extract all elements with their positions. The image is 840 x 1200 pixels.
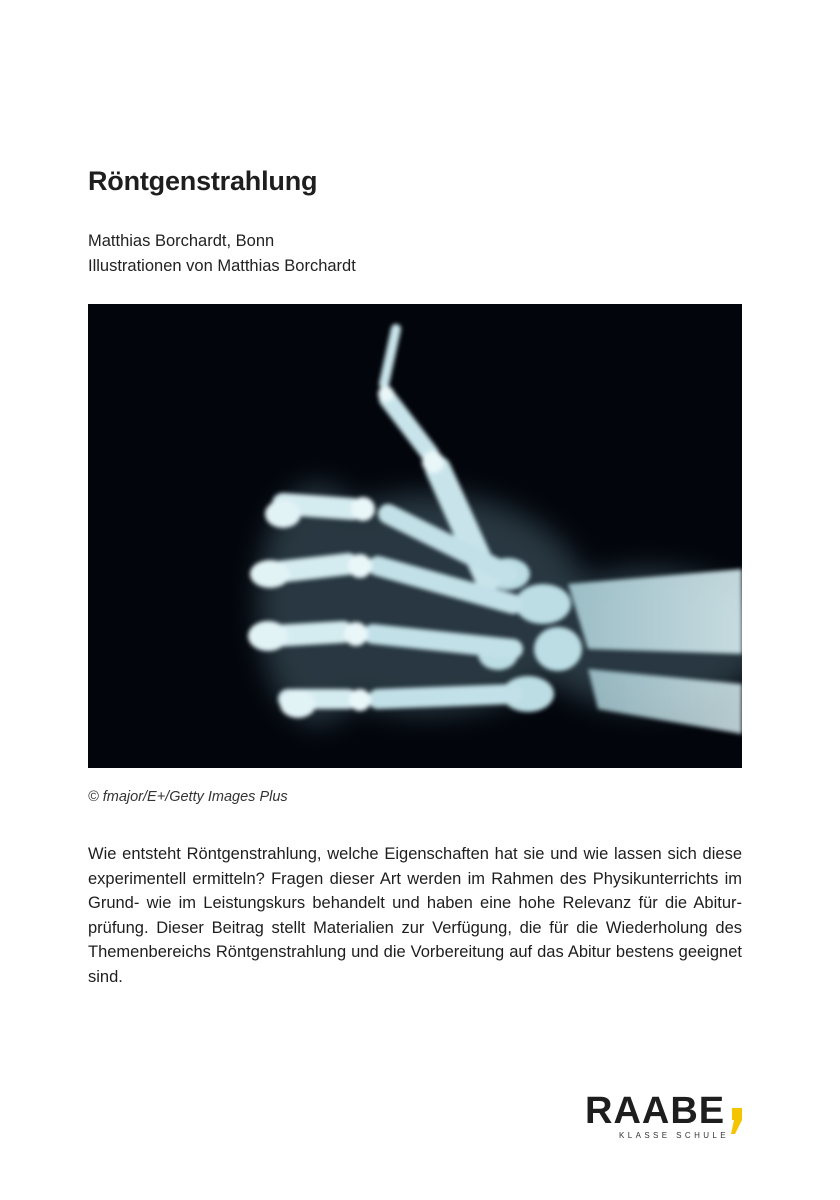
xray-hand-photo	[88, 304, 742, 768]
author-block	[88, 229, 356, 279]
logo-comma-icon	[731, 1108, 743, 1134]
logo-wordmark: RAABE	[585, 1090, 726, 1132]
raabe-logo	[585, 1090, 755, 1150]
illustrator-line: Illustrationen von Matthias Borchardt	[88, 257, 356, 275]
author-line: Matthias Borchardt, Bonn	[88, 232, 275, 250]
image-credit: © fmajor/E+/Getty Images Plus	[88, 789, 288, 805]
logo-tagline: KLASSE SCHULE	[619, 1131, 730, 1140]
intro-paragraph: Wie entsteht Röntgenstrahlung, welche Eigenschaften hat sie und wie lassen sich diese experimentell ermitteln? Fragen dieser Art werden im Rahmen des Physikunterrichts im Grund- wie im Leistungskurs behandelt und haben eine hohe Relevanz für die Abiturprüfung. Dieser Beitrag stellt Materialien zur Verfügung, die für die Wiederholung des Themenbereichs Röntgenstrahlung und die Vorbereitung auf das Abitur bestens geeignet sind.	[88, 845, 742, 986]
page-title: Röntgenstrahlung	[88, 166, 318, 196]
